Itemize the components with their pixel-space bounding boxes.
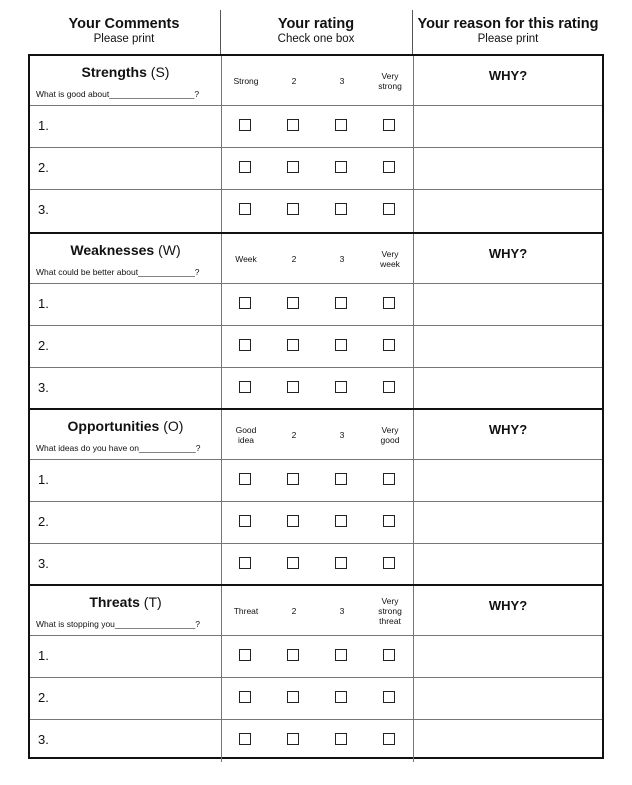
row-number: 1. bbox=[38, 118, 49, 133]
rating-checkbox[interactable] bbox=[239, 733, 251, 745]
reason-header bbox=[412, 8, 604, 54]
rating-scale-cell bbox=[221, 410, 413, 459]
section-abbr: (W) bbox=[154, 242, 181, 258]
rating-cell bbox=[221, 190, 413, 232]
rating-scale-label: Very strong bbox=[378, 71, 402, 91]
rating-checkbox[interactable] bbox=[383, 203, 395, 215]
rating-checkbox[interactable] bbox=[287, 733, 299, 745]
rating-scale-label: Good idea bbox=[235, 425, 257, 445]
rating-checkbox[interactable] bbox=[287, 203, 299, 215]
rating-checkbox[interactable] bbox=[383, 557, 395, 569]
reason-field[interactable] bbox=[413, 720, 602, 762]
comments-header bbox=[28, 8, 220, 54]
entry-row bbox=[30, 460, 602, 502]
reason-field[interactable] bbox=[413, 678, 602, 719]
rating-checkbox[interactable] bbox=[383, 649, 395, 661]
row-number: 3. bbox=[38, 202, 49, 217]
header-divider bbox=[412, 10, 413, 54]
comment-field[interactable] bbox=[30, 326, 221, 367]
category-cell bbox=[30, 56, 221, 105]
reason-field[interactable] bbox=[413, 106, 602, 147]
category-cell bbox=[30, 410, 221, 459]
why-label: WHY? bbox=[488, 598, 528, 613]
rating-checkbox[interactable] bbox=[287, 691, 299, 703]
rating-checkbox[interactable] bbox=[287, 119, 299, 131]
reason-field[interactable] bbox=[413, 460, 602, 501]
rating-checkbox[interactable] bbox=[239, 473, 251, 485]
rating-checkbox[interactable] bbox=[335, 473, 347, 485]
rating-checkbox[interactable] bbox=[383, 515, 395, 527]
section-prompt: What could be better about____________? bbox=[36, 267, 200, 277]
category-cell bbox=[30, 586, 221, 635]
rating-scale-label: Very week bbox=[380, 249, 400, 269]
row-number: 3. bbox=[38, 556, 49, 571]
section-abbr: (S) bbox=[146, 64, 170, 80]
rating-checkbox[interactable] bbox=[239, 557, 251, 569]
row-number: 2. bbox=[38, 514, 49, 529]
rating-cell bbox=[221, 502, 413, 543]
rating-checkbox[interactable] bbox=[239, 515, 251, 527]
entry-row bbox=[30, 106, 602, 148]
rating-scale-cell bbox=[221, 586, 413, 635]
comment-field[interactable] bbox=[30, 720, 221, 762]
rating-header-title: Your rating bbox=[277, 16, 355, 32]
entry-row bbox=[30, 368, 602, 410]
rating-checkbox[interactable] bbox=[287, 557, 299, 569]
section-name: Opportunities bbox=[67, 418, 160, 434]
rating-scale-label: Week bbox=[235, 254, 257, 264]
entry-row bbox=[30, 544, 602, 586]
rating-scale-label: 3 bbox=[339, 76, 345, 86]
comments-header-subtitle: Please print bbox=[93, 33, 155, 45]
rating-cell bbox=[221, 368, 413, 410]
rating-checkbox[interactable] bbox=[287, 161, 299, 173]
why-label: WHY? bbox=[488, 422, 528, 437]
rating-scale-label: Very strong threat bbox=[378, 596, 402, 626]
reason-field[interactable] bbox=[413, 502, 602, 543]
section-threats bbox=[30, 584, 602, 760]
rating-checkbox[interactable] bbox=[239, 691, 251, 703]
rating-checkbox[interactable] bbox=[383, 381, 395, 393]
rating-checkbox[interactable] bbox=[239, 203, 251, 215]
row-number: 2. bbox=[38, 690, 49, 705]
reason-field[interactable] bbox=[413, 284, 602, 325]
comment-field[interactable] bbox=[30, 106, 221, 147]
why-label: WHY? bbox=[488, 246, 528, 261]
rating-checkbox[interactable] bbox=[383, 161, 395, 173]
rating-checkbox[interactable] bbox=[239, 161, 251, 173]
rating-checkbox[interactable] bbox=[383, 473, 395, 485]
rating-checkbox[interactable] bbox=[335, 691, 347, 703]
rating-scale-label: 2 bbox=[291, 606, 297, 616]
comment-field[interactable] bbox=[30, 368, 221, 410]
rating-checkbox[interactable] bbox=[239, 649, 251, 661]
rating-cell bbox=[221, 460, 413, 501]
rating-cell bbox=[221, 148, 413, 189]
rating-checkbox[interactable] bbox=[383, 297, 395, 309]
rating-checkbox[interactable] bbox=[335, 297, 347, 309]
section-title bbox=[30, 64, 221, 80]
rating-scale-label: 2 bbox=[291, 254, 297, 264]
rating-scale-label: Strong bbox=[233, 76, 259, 86]
rating-scale-label: Threat bbox=[233, 606, 259, 616]
section-prompt: What is good about__________________? bbox=[36, 89, 200, 99]
rating-cell bbox=[221, 544, 413, 586]
comment-field[interactable] bbox=[30, 460, 221, 501]
section-weaknesses bbox=[30, 232, 602, 408]
row-number: 3. bbox=[38, 732, 49, 747]
section-title bbox=[30, 242, 221, 258]
rating-scale-label: 2 bbox=[291, 76, 297, 86]
section-strengths bbox=[30, 56, 602, 232]
rating-scale-label: 3 bbox=[339, 606, 345, 616]
section-opportunities bbox=[30, 408, 602, 584]
rating-scale-label: 2 bbox=[291, 430, 297, 440]
section-header bbox=[30, 410, 602, 460]
why-cell bbox=[413, 410, 602, 459]
comment-field[interactable] bbox=[30, 190, 221, 232]
section-name: Weaknesses bbox=[70, 242, 155, 258]
swot-rating-table bbox=[28, 54, 604, 759]
rating-checkbox[interactable] bbox=[335, 203, 347, 215]
reason-field[interactable] bbox=[413, 544, 602, 586]
rating-checkbox[interactable] bbox=[239, 339, 251, 351]
rating-checkbox[interactable] bbox=[239, 297, 251, 309]
why-cell bbox=[413, 234, 602, 283]
comment-field[interactable] bbox=[30, 544, 221, 586]
rating-cell bbox=[221, 284, 413, 325]
why-cell bbox=[413, 586, 602, 635]
row-number: 1. bbox=[38, 296, 49, 311]
rating-checkbox[interactable] bbox=[383, 119, 395, 131]
rating-checkbox[interactable] bbox=[287, 339, 299, 351]
why-label: WHY? bbox=[488, 68, 528, 83]
section-abbr: (O) bbox=[159, 418, 184, 434]
rating-scale-label: 3 bbox=[339, 254, 345, 264]
reason-field[interactable] bbox=[413, 190, 602, 232]
reason-field[interactable] bbox=[413, 368, 602, 410]
rating-checkbox[interactable] bbox=[335, 515, 347, 527]
rating-checkbox[interactable] bbox=[287, 381, 299, 393]
rating-scale-label: Very good bbox=[380, 425, 400, 445]
rating-checkbox[interactable] bbox=[335, 381, 347, 393]
section-abbr: (T) bbox=[139, 594, 162, 610]
section-title bbox=[30, 418, 221, 434]
rating-checkbox[interactable] bbox=[335, 649, 347, 661]
rating-cell bbox=[221, 326, 413, 367]
rating-checkbox[interactable] bbox=[335, 339, 347, 351]
rating-header-subtitle: Check one box bbox=[277, 33, 355, 45]
rating-checkbox[interactable] bbox=[335, 161, 347, 173]
section-header bbox=[30, 234, 602, 284]
why-cell bbox=[413, 56, 602, 105]
rating-checkbox[interactable] bbox=[287, 473, 299, 485]
row-number: 2. bbox=[38, 160, 49, 175]
rating-checkbox[interactable] bbox=[239, 381, 251, 393]
row-number: 3. bbox=[38, 380, 49, 395]
row-number: 2. bbox=[38, 338, 49, 353]
reason-field[interactable] bbox=[413, 636, 602, 677]
comments-header-title: Your Comments bbox=[68, 16, 180, 32]
rating-scale-cell bbox=[221, 56, 413, 105]
comment-field[interactable] bbox=[30, 636, 221, 677]
entry-row bbox=[30, 190, 602, 232]
reason-field[interactable] bbox=[413, 326, 602, 367]
category-cell bbox=[30, 234, 221, 283]
reason-header-title: Your reason for this rating bbox=[417, 16, 599, 32]
rating-scale-cell bbox=[221, 234, 413, 283]
comment-field[interactable] bbox=[30, 148, 221, 189]
rating-checkbox[interactable] bbox=[287, 649, 299, 661]
section-title bbox=[30, 594, 221, 610]
rating-checkbox[interactable] bbox=[383, 691, 395, 703]
entry-row bbox=[30, 678, 602, 720]
entry-row bbox=[30, 720, 602, 762]
entry-row bbox=[30, 148, 602, 190]
header-divider bbox=[220, 10, 221, 54]
entry-row bbox=[30, 326, 602, 368]
comment-field[interactable] bbox=[30, 678, 221, 719]
rating-checkbox[interactable] bbox=[335, 733, 347, 745]
section-header bbox=[30, 586, 602, 636]
rating-checkbox[interactable] bbox=[335, 119, 347, 131]
entry-row bbox=[30, 284, 602, 326]
row-number: 1. bbox=[38, 472, 49, 487]
rating-cell bbox=[221, 636, 413, 677]
section-header bbox=[30, 56, 602, 106]
rating-checkbox[interactable] bbox=[335, 557, 347, 569]
section-name: Strengths bbox=[81, 64, 147, 80]
comment-field[interactable] bbox=[30, 284, 221, 325]
reason-field[interactable] bbox=[413, 148, 602, 189]
rating-checkbox[interactable] bbox=[287, 297, 299, 309]
rating-header bbox=[220, 8, 412, 54]
entry-row bbox=[30, 636, 602, 678]
rating-cell bbox=[221, 678, 413, 719]
row-number: 1. bbox=[38, 648, 49, 663]
section-prompt: What is stopping you_________________? bbox=[36, 619, 200, 629]
comment-field[interactable] bbox=[30, 502, 221, 543]
rating-checkbox[interactable] bbox=[239, 119, 251, 131]
rating-checkbox[interactable] bbox=[383, 339, 395, 351]
rating-cell bbox=[221, 720, 413, 762]
rating-cell bbox=[221, 106, 413, 147]
rating-checkbox[interactable] bbox=[383, 733, 395, 745]
section-prompt: What ideas do you have on____________? bbox=[36, 443, 201, 453]
rating-checkbox[interactable] bbox=[287, 515, 299, 527]
section-name: Threats bbox=[89, 594, 140, 610]
rating-scale-label: 3 bbox=[339, 430, 345, 440]
entry-row bbox=[30, 502, 602, 544]
reason-header-subtitle: Please print bbox=[477, 33, 539, 45]
